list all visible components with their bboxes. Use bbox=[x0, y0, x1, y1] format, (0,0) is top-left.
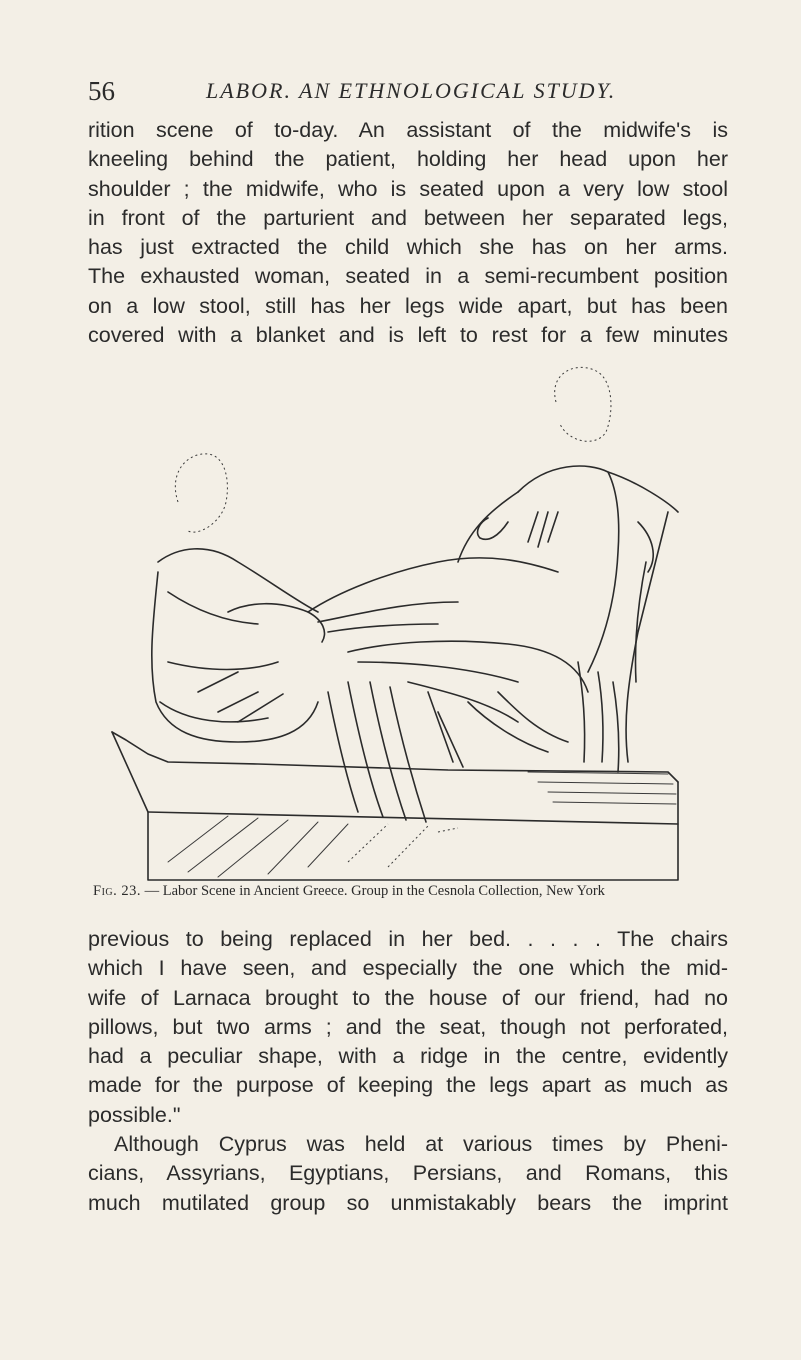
text-line: has just extracted the child which she has on her arms. bbox=[88, 235, 728, 260]
sculpture-line-drawing bbox=[108, 362, 708, 882]
paragraph-bottom bbox=[88, 925, 728, 1218]
text-line: much mutilated group so unmistakably bears the imprint bbox=[88, 1190, 728, 1215]
base-top-edge bbox=[112, 732, 678, 782]
figure-label: Fig. 23. bbox=[93, 883, 141, 899]
blanket-drapery bbox=[348, 641, 588, 692]
text-line: Although Cyprus was held at various times by Pheni- bbox=[114, 1132, 728, 1157]
page-header bbox=[88, 76, 728, 110]
text-line: pillows, but two arms ; and the seat, though not perforated, bbox=[88, 1014, 728, 1039]
text-line: The exhausted woman, seated in a semi-recumbent position bbox=[88, 264, 728, 289]
paragraph-top bbox=[88, 116, 728, 350]
running-head: LABOR. AN ETHNOLOGICAL STUDY. bbox=[206, 78, 617, 103]
midwife-head bbox=[175, 454, 227, 532]
figure-caption bbox=[93, 883, 733, 900]
child-figure bbox=[308, 558, 558, 612]
text-line: made for the purpose of keeping the legs apart as much as bbox=[88, 1073, 728, 1098]
base-front-edge bbox=[148, 812, 678, 824]
midwife-shoulders bbox=[158, 549, 318, 612]
text-line: kneeling behind the patient, holding her head upon her bbox=[88, 147, 728, 172]
text-line: cians, Assyrians, Egyptians, Persians, and Romans, this bbox=[88, 1161, 728, 1186]
text-line: rition scene of to-day. An assistant of the midwife's is bbox=[88, 118, 728, 142]
text-line: wife of Larnaca brought to the house of our friend, had no bbox=[88, 985, 728, 1010]
text-line: previous to being replaced in her bed. . . . . The chairs bbox=[88, 927, 728, 951]
patient-torso bbox=[458, 492, 518, 562]
text-line: covered with a blanket and is left to rest for a few minutes bbox=[88, 323, 728, 348]
page-number: 56 bbox=[88, 76, 115, 106]
text-line: in front of the parturient and between her separated legs, bbox=[88, 205, 728, 230]
assistant-head bbox=[555, 367, 611, 441]
figure-caption-text: — Labor Scene in Ancient Greece. Group in the Cesnola Collection, New York bbox=[144, 883, 605, 899]
text-line: shoulder ; the midwife, who is seated upon a very low stool bbox=[88, 176, 728, 201]
text-line: had a peculiar shape, with a ridge in the centre, evidently bbox=[88, 1044, 728, 1069]
patient-head bbox=[518, 466, 678, 512]
text-line: possible." bbox=[88, 1102, 181, 1127]
base-front bbox=[112, 732, 678, 880]
text-line: on a low stool, still has her legs wide apart, but has been bbox=[88, 293, 728, 318]
text-line: which I have seen, and especially the one which the mid- bbox=[88, 956, 728, 981]
figure-illustration bbox=[108, 362, 708, 882]
